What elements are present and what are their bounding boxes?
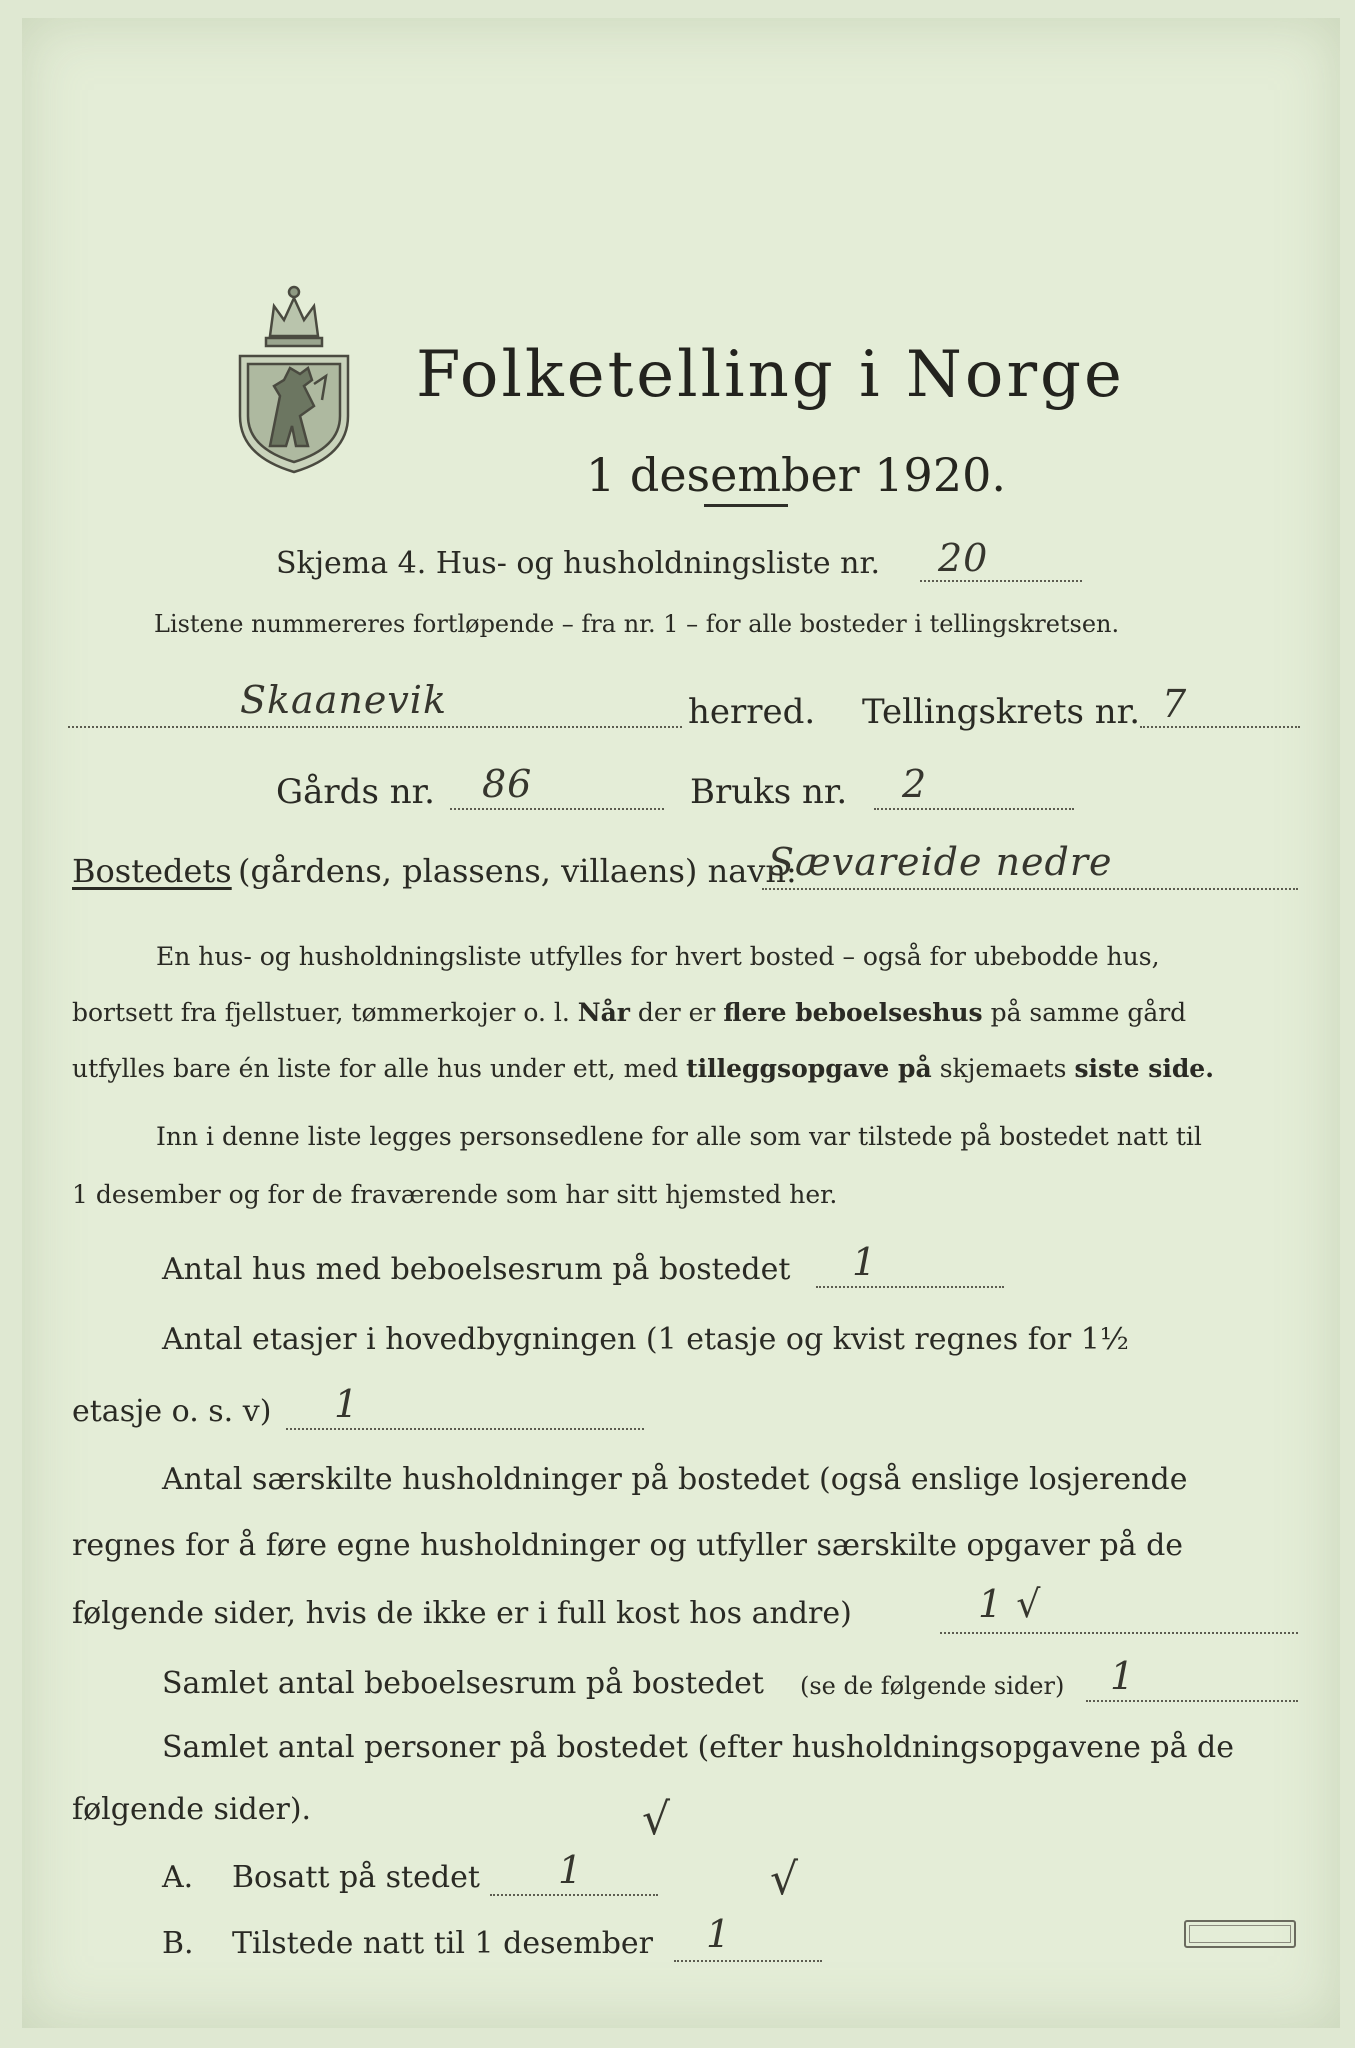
beboelsesrum-line — [1086, 1700, 1298, 1702]
schema-note: Listene nummereres fortløpende – fra nr. 1 – for alle bosteder i tellingskretsen. — [154, 610, 1120, 638]
instruction-text: bortsett fra fjellstuer, tømmerkojer o. l. — [72, 998, 570, 1027]
instruction-text: der er — [637, 998, 716, 1027]
tilstede-value: 1 — [706, 1912, 732, 1956]
instruction-line-2 — [72, 994, 1186, 1032]
bruks-line — [874, 808, 1074, 810]
instruction-bold: flere beboelseshus — [723, 998, 983, 1027]
tellingskrets-value: 7 — [1162, 682, 1188, 726]
tellingskrets-label: Tellingskrets nr. — [862, 692, 1141, 732]
instruction-line-4: Inn i denne liste legges personsedlene for alle som var tilstede på bostedet natt til — [156, 1122, 1202, 1151]
husholdninger-label-2: regnes for å føre egne husholdninger og utfyller særskilte opgaver på de — [72, 1528, 1184, 1563]
beboelsesrum-label: Samlet antal beboelsesrum på bostedet — [162, 1666, 764, 1701]
instruction-text: utfylles bare én liste for alle hus under ett, med — [72, 1054, 679, 1083]
husholdninger-line — [940, 1632, 1298, 1634]
beboelsesrum-value: 1 — [1110, 1654, 1136, 1698]
instruction-text: på samme gård — [990, 998, 1187, 1027]
gards-value: 86 — [482, 762, 533, 806]
bosted-label: (gårdens, plassens, villaens) navn: — [238, 852, 797, 890]
hus-value: 1 — [852, 1240, 878, 1284]
bruks-label: Bruks nr. — [690, 772, 848, 812]
schema-label: Skjema 4. Hus- og husholdningsliste nr. — [276, 546, 881, 581]
tilstede-label: Tilstede natt til 1 desember — [232, 1926, 654, 1961]
printer-stamp — [1184, 1920, 1296, 1948]
instruction-bold: tilleggsopgave på — [686, 1054, 932, 1083]
tilstede-line — [674, 1960, 822, 1962]
instruction-line-5: 1 desember og for de fraværende som har sitt hjemsted her. — [72, 1180, 838, 1209]
bosatt-label: Bosatt på stedet — [232, 1860, 480, 1895]
bosatt-letter: A. — [162, 1860, 194, 1895]
census-date: 1 desember 1920. — [586, 448, 1006, 502]
bosatt-line — [490, 1894, 658, 1896]
herred-line — [68, 726, 682, 728]
bruks-value: 2 — [902, 762, 928, 806]
gards-label: Gårds nr. — [276, 772, 435, 812]
tellingskrets-line — [1140, 726, 1300, 728]
husholdninger-label-3: følgende sider, hvis de ikke er i full kost hos andre) — [72, 1596, 852, 1631]
bosted-label-underlined: Bostedets — [72, 852, 232, 890]
hus-line — [816, 1286, 1004, 1288]
tilstede-letter: B. — [162, 1926, 194, 1961]
list-number-value: 20 — [938, 536, 989, 580]
husholdninger-value: 1 √ — [978, 1582, 1042, 1626]
personer-label-2: følgende sider). — [72, 1792, 312, 1827]
husholdninger-label-1: Antal særskilte husholdninger på bostedet (også enslige losjerende — [162, 1462, 1188, 1497]
tilstede-check: √ — [770, 1854, 800, 1905]
bosatt-value: 1 — [558, 1848, 584, 1892]
hus-label: Antal hus med beboelsesrum på bostedet — [162, 1252, 791, 1287]
etasjer-line — [286, 1428, 644, 1430]
norwegian-coat-of-arms-icon — [230, 276, 358, 476]
herred-value: Skaanevik — [240, 678, 447, 722]
personer-label-1: Samlet antal personer på bostedet (efter husholdningsopgavene på de — [162, 1730, 1235, 1765]
etasjer-label-1: Antal etasjer i hovedbygningen (1 etasje og kvist regnes for 1½ — [162, 1322, 1129, 1357]
bosatt-check: √ — [642, 1794, 672, 1845]
instruction-line-1: En hus- og husholdningsliste utfylles for hvert bosted – også for ubebodde hus, — [156, 942, 1160, 971]
etasjer-value: 1 — [334, 1382, 360, 1426]
bosted-line — [762, 888, 1298, 890]
gards-line — [450, 808, 664, 810]
instruction-bold: siste side. — [1074, 1054, 1214, 1083]
instruction-bold: Når — [577, 998, 630, 1027]
title-divider — [704, 504, 788, 507]
instruction-text: skjemaets — [939, 1054, 1067, 1083]
beboelsesrum-note: (se de følgende sider) — [800, 1672, 1065, 1700]
list-number-line — [920, 580, 1082, 582]
etasjer-label-2: etasje o. s. v) — [72, 1394, 272, 1429]
census-form-page — [22, 18, 1340, 2028]
instruction-line-3 — [72, 1050, 1214, 1088]
bosted-value: Sævareide nedre — [768, 840, 1113, 884]
herred-label: herred. — [688, 692, 816, 732]
form-title: Folketelling i Norge — [416, 338, 1125, 412]
